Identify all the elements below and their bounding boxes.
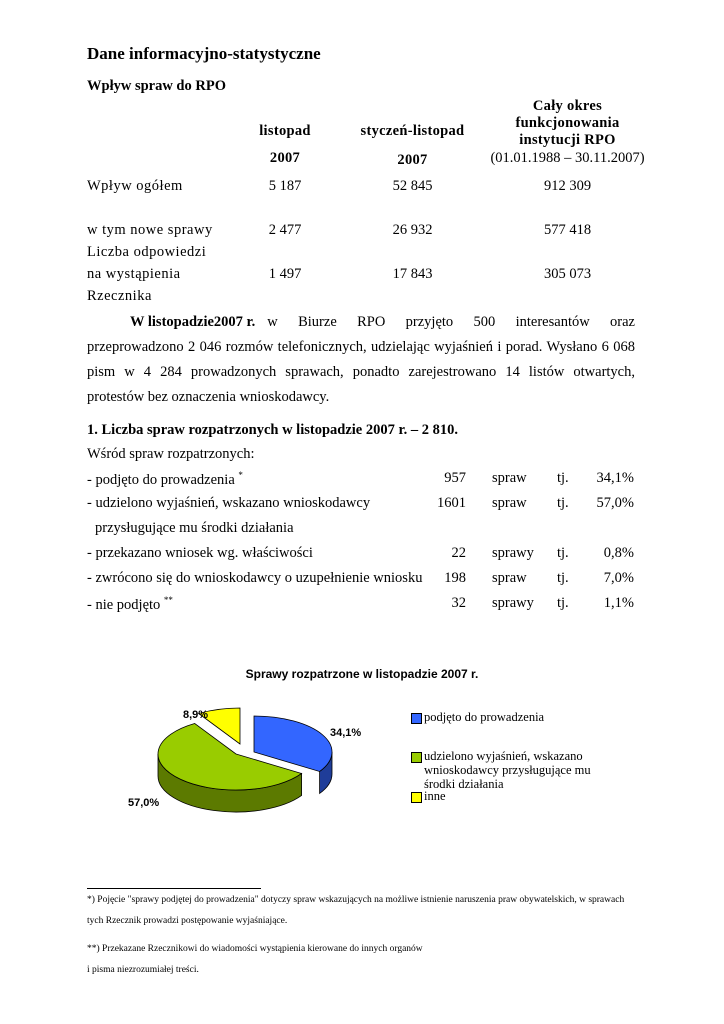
row-odp-c2: 17 843: [392, 266, 433, 282]
para-lead-bold1: W listopadzie: [130, 314, 214, 330]
item-count: 1601: [437, 495, 466, 511]
item-tj: tj.: [557, 595, 569, 611]
para-line4: protestów bez oznaczenia wnioskodawcy.: [87, 389, 330, 405]
item-percent: 57,0%: [596, 495, 634, 511]
list-item: [87, 545, 647, 567]
footnote-2: [87, 939, 647, 981]
col3-header-period: (01.01.1988 – 30.11.2007): [490, 150, 645, 166]
col2-header: styczeń-listopad: [360, 123, 465, 139]
row-label-wplyw: Wpływ ogółem: [87, 178, 183, 194]
item-count: 22: [451, 545, 466, 561]
item-label: - zwrócono się do wnioskodawcy o uzupełnienie wniosku: [87, 570, 423, 586]
row-nowe-c3: 577 418: [543, 222, 592, 238]
list-item: [87, 595, 647, 617]
footnote-1: [87, 890, 647, 932]
row-label-odp-l2: na wystąpienia: [87, 266, 181, 282]
item-unit: spraw: [492, 470, 527, 486]
col1-header: listopad: [259, 123, 311, 139]
item-label: - przekazano wniosek wg. właściwości: [87, 545, 313, 561]
item-tj: tj.: [557, 570, 569, 586]
item-unit: sprawy: [492, 595, 534, 611]
section-heading: 1. Liczba spraw rozpatrzonych w listopadzie 2007 r. – 2 810.: [87, 422, 458, 438]
legend-swatch-udzielono: [411, 752, 422, 763]
footnote-1-line1: *) Pojęcie "sprawy podjętej do prowadzenia" dotyczy spraw wskazujących na możliwe istnienie naruszenia praw obywatelskich, w sprawach: [87, 895, 625, 905]
data-label-udzielono: 57,0%: [128, 797, 160, 809]
item-label: przysługujące mu środki działania: [95, 520, 294, 536]
footnote-2-line2: i pisma niezrozumiałej treści.: [87, 965, 199, 975]
para-line3: pism w 4 284 prowadzonych sprawach, ponadto zarejestrowano 14 listów otwartych,: [87, 364, 635, 380]
item-percent: 34,1%: [596, 470, 634, 486]
legend-label-podjeto: podjęto do prowadzenia: [424, 710, 545, 724]
col3-header-line2: funkcjonowania: [515, 115, 620, 131]
item-label: - udzielono wyjaśnień, wskazano wnioskodawcy: [87, 495, 371, 511]
legend-label-inne: inne: [424, 789, 446, 803]
item-count: 198: [444, 570, 466, 586]
para-line2: przeprowadzono 2 046 rozmów telefonicznych, udzielając wyjaśnień i porad. Wysłano 6 068: [87, 339, 635, 355]
page-title: Dane informacyjno-statystyczne: [87, 44, 321, 63]
footnote-divider: [87, 888, 261, 889]
row-odp-c3: 305 073: [543, 266, 592, 282]
legend-label-udzielono-l2: wnioskodawcy przysługujące mu: [424, 763, 591, 777]
item-label: - podjęto do prowadzenia: [87, 471, 235, 488]
list-item: [87, 470, 647, 492]
col2-year: 2007: [397, 152, 428, 168]
row-wplyw-c2: 52 845: [392, 178, 433, 194]
data-label-podjeto: 34,1%: [330, 727, 362, 739]
item-tj: tj.: [557, 545, 569, 561]
item-unit: spraw: [492, 570, 527, 586]
summary-paragraph: [87, 310, 635, 410]
list-item: [87, 520, 647, 542]
data-label-inne: 8,9%: [183, 709, 209, 721]
row-label-odp-l3: Rzecznika: [87, 288, 152, 304]
legend-swatch-inne: [411, 792, 422, 803]
footnote-2-line1: **) Przekazane Rzecznikowi do wiadomości wystąpienia kierowane do innych organów: [87, 944, 423, 954]
subtitle: Wpływ spraw do RPO: [87, 78, 226, 94]
row-nowe-c2: 26 932: [392, 222, 433, 238]
item-count: 957: [444, 470, 466, 486]
col3-header-line1: Cały okres: [532, 98, 603, 114]
col3-header-line3: instytucji RPO: [519, 132, 616, 148]
legend-label-udzielono-l3: środki działania: [424, 777, 504, 791]
legend-swatch-podjeto: [411, 713, 422, 724]
row-wplyw-c1: 5 187: [268, 178, 302, 194]
list-item: [87, 570, 647, 592]
row-odp-c1: 1 497: [268, 266, 302, 282]
item-percent: 0,8%: [603, 545, 634, 561]
item-unit: spraw: [492, 495, 527, 511]
row-label-odp-l1: Liczba odpowiedzi: [87, 244, 207, 260]
item-tj: tj.: [557, 495, 569, 511]
item-tj: tj.: [557, 470, 569, 486]
col1-year: 2007: [269, 150, 301, 166]
legend-label-udzielono-l1: udzielono wyjaśnień, wskazano: [424, 749, 583, 763]
item-percent: 1,1%: [603, 595, 634, 611]
footnote-mark: *: [238, 470, 243, 480]
chart-title: Sprawy rozpatrzone w listopadzie 2007 r.: [245, 667, 479, 681]
list-item: [87, 495, 647, 517]
footnote-mark: **: [163, 595, 173, 605]
row-nowe-c1: 2 477: [268, 222, 302, 238]
footnote-1-line2: tych Rzecznik prowadzi postępowanie wyjaśniające.: [87, 916, 288, 926]
row-wplyw-c3: 912 309: [543, 178, 592, 194]
para-lead-bold2: 2007 r.: [213, 314, 256, 330]
item-unit: sprawy: [492, 545, 534, 561]
section-intro: Wśród spraw rozpatrzonych:: [87, 446, 255, 462]
para-line1: w Biurze RPO przyjęto 500 interesantów oraz: [267, 314, 635, 330]
item-percent: 7,0%: [603, 570, 634, 586]
item-label: - nie podjęto: [87, 596, 161, 613]
item-count: 32: [451, 595, 466, 611]
row-label-nowe: w tym nowe sprawy: [87, 222, 213, 238]
